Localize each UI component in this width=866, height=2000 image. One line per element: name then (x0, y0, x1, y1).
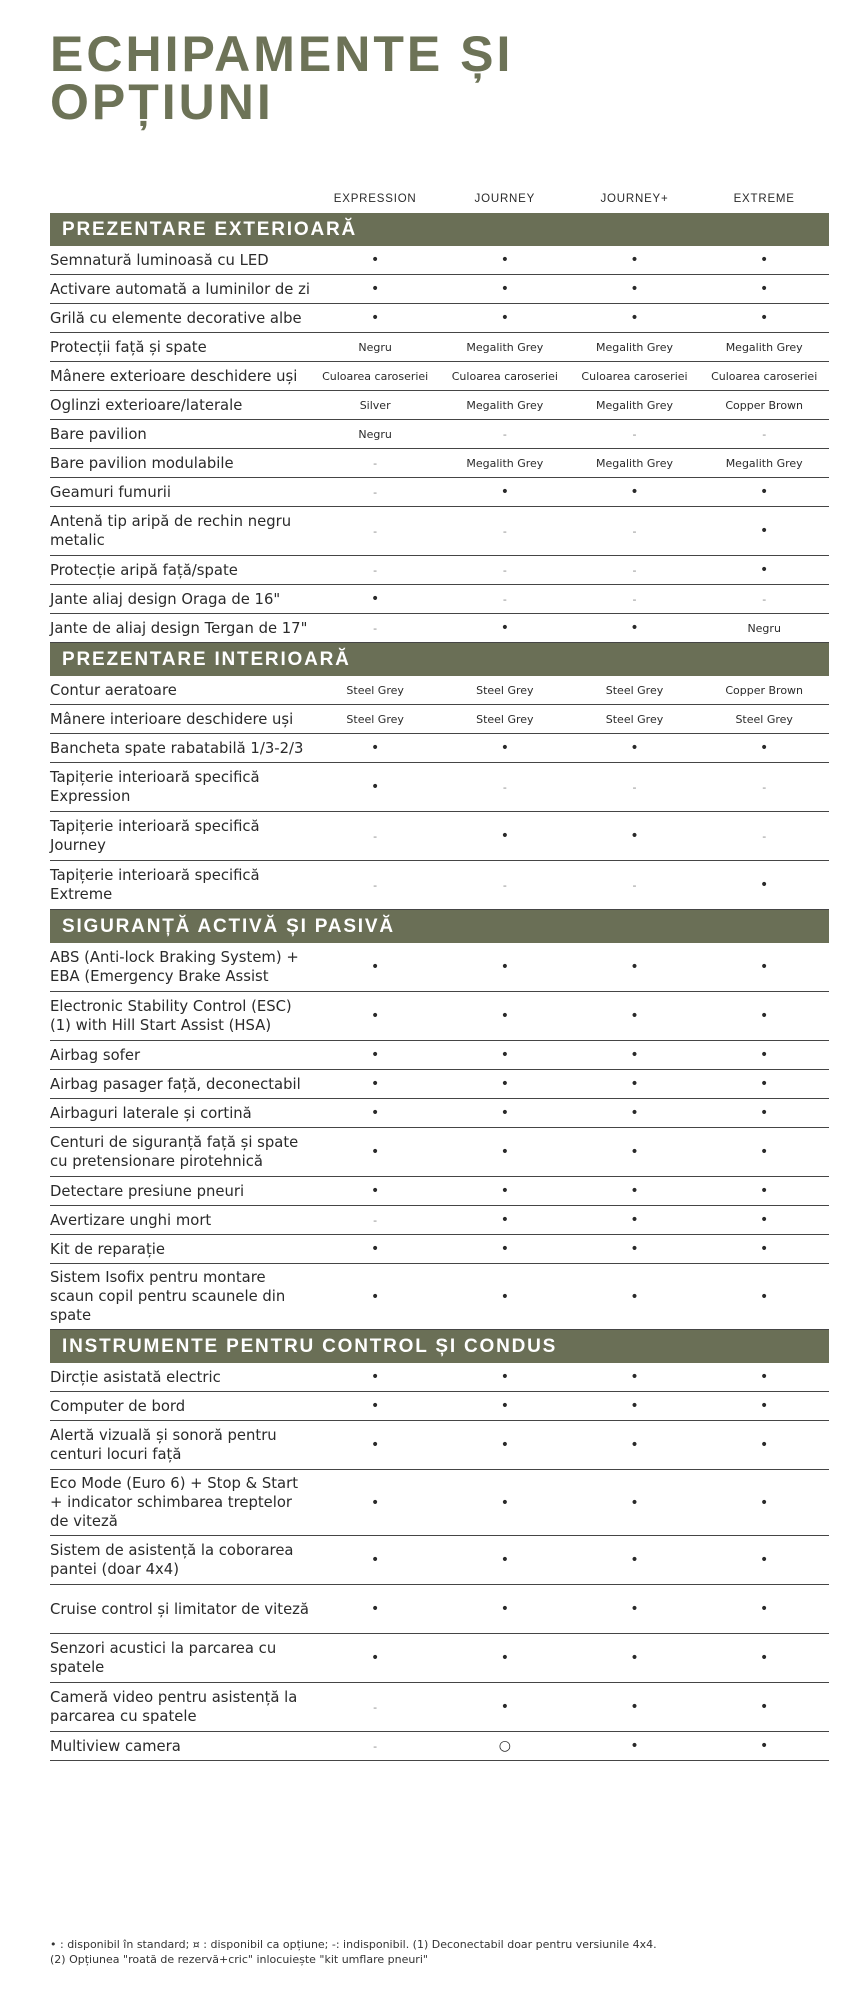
row-value: Steel Grey (605, 683, 664, 697)
row-value: - (373, 1213, 378, 1227)
row-value: - (632, 524, 637, 538)
table-row (50, 705, 829, 734)
row-label: Dircție asistată electric (50, 1368, 221, 1386)
row-value: • (760, 1144, 769, 1160)
column-header-extreme: EXTREME (733, 193, 795, 205)
row-label: Eco Mode (Euro 6) + Stop & Start + indicator schimbarea treptelor de viteză (50, 1475, 298, 1530)
row-value: • (630, 620, 639, 636)
row-value: • (630, 740, 639, 756)
row-value: • (760, 1047, 769, 1063)
table-row (50, 1732, 829, 1761)
row-value: • (500, 1494, 509, 1511)
row-label: Geamuri fumurii (50, 483, 172, 501)
table-row (50, 1363, 829, 1392)
row-value: • (760, 252, 769, 268)
row-value: • (760, 959, 769, 975)
row-label: Airbag pasager față, deconectabil (50, 1075, 301, 1093)
row-value: • (371, 591, 380, 607)
row-value: Steel Grey (476, 683, 534, 697)
row-value: • (760, 1212, 769, 1228)
table-row (50, 478, 829, 507)
table-row (50, 734, 829, 763)
table-row (50, 362, 829, 391)
row-value: • (630, 281, 639, 297)
column-header-journey-plus: JOURNEY+ (600, 193, 669, 205)
row-label: Bare pavilion (50, 425, 147, 443)
row-value: - (632, 878, 637, 892)
column-header-journey: JOURNEY (474, 193, 536, 205)
row-value: • (500, 1552, 509, 1568)
row-label: Semnatură luminoasă cu LED (50, 251, 269, 269)
table-row (50, 1206, 829, 1235)
row-value: • (760, 1105, 769, 1121)
row-value: Steel Grey (346, 683, 404, 697)
row-value: - (762, 780, 767, 794)
row-value: • (371, 1398, 380, 1414)
row-value: Culoarea caroseriei (581, 369, 688, 383)
row-value: - (762, 829, 767, 843)
table-row (50, 1128, 829, 1177)
row-value: • (760, 523, 769, 539)
row-value: • (371, 1076, 380, 1092)
row-value: • (630, 310, 639, 326)
table-row (50, 1421, 829, 1470)
row-value: • (500, 740, 509, 756)
section-header: SIGURANȚĂ ACTIVĂ ȘI PASIVĂ (50, 910, 829, 943)
row-value: - (373, 563, 378, 577)
row-value: - (373, 456, 378, 470)
table-row (50, 1177, 829, 1206)
row-value: • (500, 1076, 509, 1092)
row-label: Bancheta spate rabatabilă 1/3-2/3 (50, 739, 304, 757)
table-row (50, 1099, 829, 1128)
row-value: • (760, 1241, 769, 1257)
row-value: Copper Brown (725, 398, 804, 412)
row-value: • (760, 1601, 769, 1617)
row-value: • (500, 1241, 509, 1257)
row-value: • (500, 1144, 509, 1160)
row-value: • (760, 1699, 769, 1715)
row-value: • (371, 1650, 380, 1666)
row-value: Megalith Grey (596, 340, 673, 354)
table-row (50, 1070, 829, 1099)
row-label: Airbag sofer (50, 1046, 141, 1064)
row-value: Megalith Grey (466, 398, 544, 412)
row-value: • (760, 1650, 769, 1666)
page-title-line-2: OPȚIUNI (50, 74, 274, 130)
row-value: - (502, 592, 507, 606)
table-row (50, 812, 829, 861)
table-row (50, 420, 829, 449)
row-value: • (371, 740, 380, 756)
row-label: Jante aliaj design Oraga de 16" (50, 590, 281, 608)
row-value: • (760, 1494, 769, 1511)
section-header: INSTRUMENTE PENTRU CONTROL ȘI CONDUS (50, 1330, 829, 1363)
row-value: • (760, 1738, 769, 1754)
row-value: • (630, 1494, 639, 1511)
table-row (50, 1634, 829, 1683)
table-row (50, 1683, 829, 1732)
row-value: • (630, 1241, 639, 1257)
table-row (50, 1041, 829, 1070)
row-value: • (371, 1183, 380, 1199)
table-row (50, 246, 829, 275)
row-value: ○ (498, 1738, 511, 1754)
column-headers (50, 185, 829, 213)
row-label: Avertizare unghi mort (50, 1211, 212, 1229)
row-value: - (762, 592, 767, 606)
row-value: • (500, 1650, 509, 1666)
row-value: • (630, 1552, 639, 1568)
row-value: - (632, 592, 637, 606)
row-label: Mânere interioare deschidere uși (50, 710, 294, 728)
row-label: Tapițerie interioară specifică Journey (50, 818, 260, 854)
row-value: • (500, 828, 509, 844)
equipment-table (50, 185, 829, 1761)
row-value: • (760, 1288, 769, 1305)
row-label: Senzori acustici la parcarea cu spatele (50, 1640, 277, 1676)
row-value: • (760, 877, 769, 893)
table-row (50, 449, 829, 478)
row-value: • (630, 1650, 639, 1666)
table-row (50, 275, 829, 304)
table-row (50, 507, 829, 556)
row-value: • (630, 1183, 639, 1199)
row-value: • (630, 828, 639, 844)
row-value: • (500, 1369, 509, 1385)
row-value: • (760, 310, 769, 326)
row-value: • (760, 1369, 769, 1385)
row-label: Mânere exterioare deschidere uși (50, 367, 298, 385)
row-value: • (500, 1699, 509, 1715)
row-value: • (500, 281, 509, 297)
row-value: • (371, 1008, 380, 1024)
row-value: • (500, 1008, 509, 1024)
row-value: - (373, 1739, 378, 1753)
table-row (50, 556, 829, 585)
row-value: • (500, 1288, 509, 1305)
row-label: ABS (Anti-lock Braking System) + EBA (Emergency Brake Assist (50, 949, 299, 985)
table-row (50, 391, 829, 420)
row-value: • (630, 1738, 639, 1754)
row-value: - (502, 878, 507, 892)
column-header-expression: EXPRESSION (333, 193, 417, 205)
row-label: Detectare presiune pneuri (50, 1182, 245, 1200)
row-value: • (760, 1076, 769, 1092)
table-row (50, 763, 829, 812)
row-label: Alertă vizuală și sonoră pentru centuri locuri față (50, 1427, 277, 1463)
row-label: Airbaguri laterale și cortină (50, 1104, 252, 1122)
row-value: • (500, 1047, 509, 1063)
page-title (50, 26, 514, 130)
row-value: - (373, 524, 378, 538)
row-value: - (373, 878, 378, 892)
row-value: • (500, 1212, 509, 1228)
row-value: • (500, 1601, 509, 1617)
row-value: • (371, 1601, 380, 1617)
row-value: • (630, 1601, 639, 1617)
table-row (50, 676, 829, 705)
row-value: - (632, 427, 637, 441)
row-value: • (630, 1212, 639, 1228)
row-value: • (371, 1047, 380, 1063)
row-label: Centuri de siguranță față și spate cu pretensionare pirotehnică (50, 1134, 299, 1170)
row-value: • (630, 1699, 639, 1715)
row-value: • (760, 281, 769, 297)
row-label: Electronic Stability Control (ESC) (1) with Hill Start Assist (HSA) (50, 998, 292, 1034)
row-label: Computer de bord (50, 1397, 186, 1415)
row-value: Negru (358, 427, 392, 441)
table-row (50, 614, 829, 643)
row-value: • (371, 252, 380, 268)
row-value: Steel Grey (605, 712, 664, 726)
table-row (50, 333, 829, 362)
row-value: Culoarea caroseriei (451, 369, 558, 383)
row-value: Negru (747, 621, 781, 635)
row-label: Grilă cu elemente decorative albe (50, 309, 302, 327)
table-sections (50, 213, 829, 1761)
table-row (50, 861, 829, 910)
row-value: - (373, 829, 378, 843)
table-row (50, 585, 829, 614)
row-label: Tapițerie interioară specifică Extreme (50, 867, 260, 903)
row-value: • (500, 1105, 509, 1121)
row-value: • (371, 959, 380, 975)
row-value: • (630, 1076, 639, 1092)
row-label: Jante de aliaj design Tergan de 17" (50, 619, 308, 637)
row-value: • (500, 620, 509, 636)
row-value: - (373, 1700, 378, 1714)
row-value: • (760, 1398, 769, 1414)
row-value: • (371, 1369, 380, 1385)
row-value: • (371, 1288, 380, 1305)
row-label: Kit de reparație (50, 1240, 166, 1258)
row-value: • (371, 281, 380, 297)
row-label: Sistem Isofix pentru montare scaun copil pentru scaunele din spate (50, 1269, 286, 1324)
row-label: Protecții față și spate (50, 338, 207, 356)
table-row (50, 1536, 829, 1585)
row-value: • (500, 1398, 509, 1414)
row-value: - (502, 780, 507, 794)
row-value: • (630, 1047, 639, 1063)
row-label: Cameră video pentru asistență la parcarea cu spatele (50, 1689, 298, 1725)
row-value: - (502, 427, 507, 441)
row-value: • (630, 252, 639, 268)
row-value: Megalith Grey (725, 340, 803, 354)
row-value: • (630, 1398, 639, 1414)
table-row (50, 1264, 829, 1330)
footnote-line-1: • : disponibil în standard; ¤ : disponibil ca opțiune; -: indisponibil. (1) Deconectabil doar pentru versiunile 4x4. (50, 1938, 657, 1951)
row-value: • (760, 562, 769, 578)
row-value: - (632, 780, 637, 794)
row-value: • (371, 1144, 380, 1160)
row-value: - (373, 621, 378, 635)
row-value: Copper Brown (725, 683, 804, 697)
row-label: Oglinzi exterioare/laterale (50, 396, 243, 414)
row-label: Contur aeratoare (50, 681, 177, 699)
row-value: • (760, 1437, 769, 1453)
page-title-line-1: ECHIPAMENTE ȘI (50, 26, 514, 82)
row-value: - (373, 485, 378, 499)
row-value: • (630, 959, 639, 975)
table-row (50, 943, 829, 992)
row-label: Multiview camera (50, 1737, 181, 1755)
row-label: Sistem de asistență la coborarea pantei (doar 4x4) (50, 1542, 294, 1578)
row-label: Bare pavilion modulabile (50, 454, 234, 472)
row-value: • (500, 484, 509, 500)
row-value: • (371, 1552, 380, 1568)
table-row (50, 1585, 829, 1634)
row-value: - (632, 563, 637, 577)
row-value: • (630, 1369, 639, 1385)
row-value: • (760, 740, 769, 756)
table-row (50, 1392, 829, 1421)
section-header: PREZENTARE INTERIOARĂ (50, 643, 829, 676)
row-label: Protecție aripă față/spate (50, 561, 238, 579)
row-value: • (630, 1437, 639, 1453)
row-value: • (760, 1183, 769, 1199)
row-value: Megalith Grey (596, 456, 673, 470)
row-value: Megalith Grey (466, 456, 544, 470)
table-row (50, 1470, 829, 1536)
row-value: Megalith Grey (725, 456, 803, 470)
row-value: • (500, 959, 509, 975)
row-value: • (630, 1105, 639, 1121)
row-value: Megalith Grey (466, 340, 544, 354)
footnote (50, 1937, 830, 1967)
row-value: • (371, 1241, 380, 1257)
row-value: • (500, 310, 509, 326)
row-value: Megalith Grey (596, 398, 673, 412)
section-header: PREZENTARE EXTERIOARĂ (50, 213, 829, 246)
row-label: Antenă tip aripă de rechin negru metalic (50, 513, 292, 549)
row-label: Activare automată a luminilor de zi (50, 280, 310, 298)
row-value: Steel Grey (346, 712, 404, 726)
row-value: • (371, 1437, 380, 1453)
row-value: • (500, 1437, 509, 1453)
row-value: • (630, 1288, 639, 1305)
row-value: • (760, 484, 769, 500)
row-value: Culoarea caroseriei (711, 369, 818, 383)
footnote-line-2: (2) Opțiunea "roată de rezervă+cric" inlocuiește "kit umflare pneuri" (50, 1953, 428, 1966)
row-value: Steel Grey (476, 712, 534, 726)
row-value: • (500, 1183, 509, 1199)
row-value: • (500, 252, 509, 268)
row-value: Silver (359, 398, 391, 412)
row-value: Steel Grey (735, 712, 793, 726)
table-row (50, 304, 829, 333)
row-value: • (760, 1552, 769, 1568)
table-row (50, 992, 829, 1041)
row-value: • (630, 484, 639, 500)
row-value: • (630, 1008, 639, 1024)
row-value: Negru (358, 340, 392, 354)
row-label: Tapițerie interioară specifică Expression (50, 769, 260, 805)
row-value: • (371, 1494, 380, 1511)
row-value: • (760, 1008, 769, 1024)
row-value: - (502, 563, 507, 577)
row-value: - (762, 427, 767, 441)
row-value: Culoarea caroseriei (322, 369, 429, 383)
row-value: • (371, 1105, 380, 1121)
row-value: • (371, 310, 380, 326)
table-row (50, 1235, 829, 1264)
row-value: - (502, 524, 507, 538)
row-value: • (371, 779, 380, 795)
row-value: • (630, 1144, 639, 1160)
row-label: Cruise control și limitator de viteză (50, 1600, 310, 1618)
